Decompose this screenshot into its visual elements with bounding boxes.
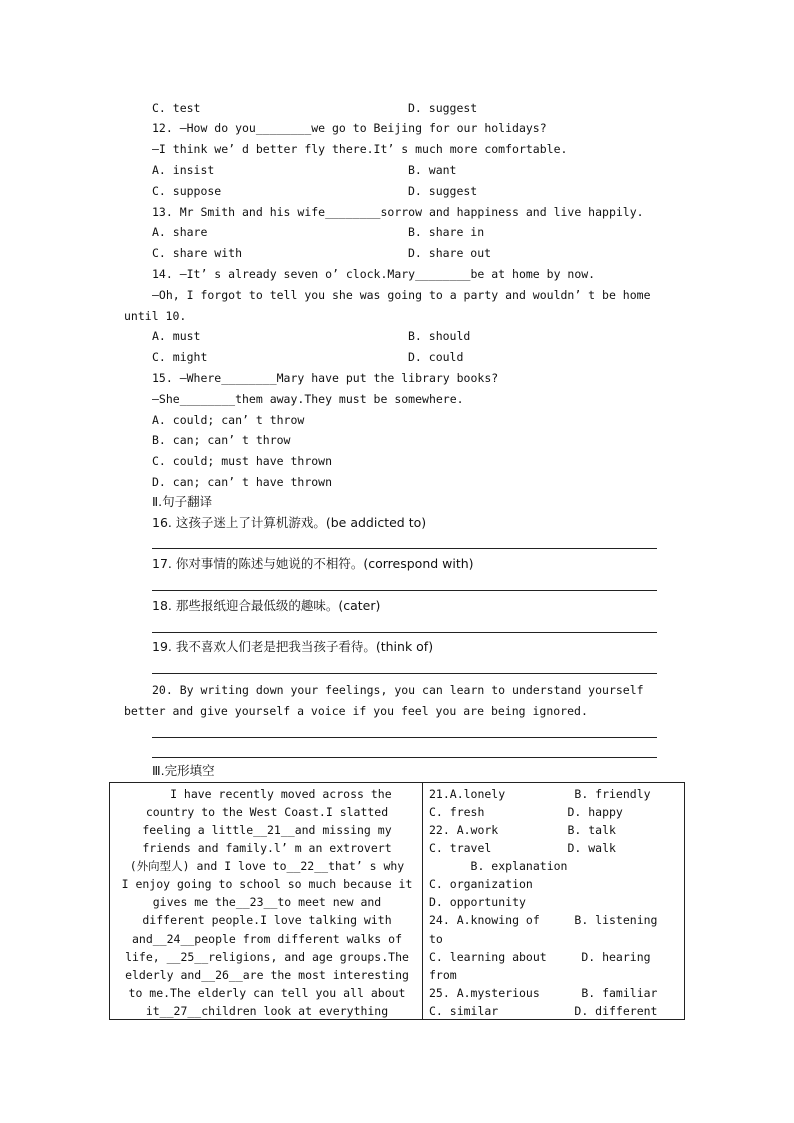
q15-reply: —She________them away.They must be somewhere.	[152, 392, 464, 406]
cloze-column-divider	[422, 783, 423, 1019]
option-line: from	[429, 968, 457, 982]
option-line: to	[429, 932, 443, 946]
passage-line: elderly and__26__are the most interesting	[125, 968, 409, 982]
passage-line: country to the West Coast.I slatted	[145, 805, 389, 819]
cloze-table	[109, 782, 685, 1020]
q14-option-b: B. should	[408, 329, 471, 343]
q19-answer-line[interactable]	[152, 673, 657, 674]
section3-title: Ⅲ.完形填空	[152, 763, 215, 778]
q20-prompt-cont: better and give yourself a voice if you feel you are being ignored.	[124, 704, 588, 718]
q14-reply-cont: until 10.	[124, 309, 187, 323]
passage-line: feeling a little__21__and missing my	[142, 823, 392, 837]
passage-line: life, __25__religions, and age groups.The	[125, 950, 409, 964]
option-line: B. explanation	[429, 859, 568, 873]
passage-line: friends and family.l’ m an extrovert	[142, 841, 392, 855]
option-line: 22. A.work B. talk	[429, 823, 616, 837]
option-line: 25. A.mysterious B. familiar	[429, 986, 658, 1000]
q14-reply: —Oh, I forgot to tell you she was going to a party and wouldn’ t be home	[152, 288, 651, 302]
q12-option-a: A. insist	[152, 163, 215, 177]
q14-stem: 14. —It’ s already seven o’ clock.Mary________be at home by now.	[152, 267, 596, 281]
q13-option-c: C. share with	[152, 246, 243, 260]
passage-line: (外向型人) and I love to__22__that’ s why	[129, 859, 405, 873]
option-line: D. opportunity	[429, 895, 526, 909]
q15-option-a: A. could; can’ t throw	[152, 413, 305, 427]
passage-line: it__27__children look at everything	[145, 1004, 389, 1018]
q14-option-a: A. must	[152, 329, 201, 343]
q15-option-d: D. can; can’ t have thrown	[152, 475, 333, 489]
option-line: C. organization	[429, 877, 533, 891]
q17-answer-line[interactable]	[152, 590, 657, 591]
option-line: 24. A.knowing of B. listening	[429, 913, 658, 927]
q18-answer-line[interactable]	[152, 632, 657, 633]
q12-option-b: B. want	[408, 163, 457, 177]
q11-option-d: D. suggest	[408, 101, 478, 115]
q13-option-b: B. share in	[408, 225, 485, 239]
section2-title: Ⅱ.句子翻译	[152, 494, 213, 509]
option-line: C. travel D. walk	[429, 841, 616, 855]
q15-option-c: C. could; must have thrown	[152, 454, 333, 468]
passage-line: I enjoy going to school so much because it	[121, 877, 413, 891]
q17-prompt: 17. 你对事情的陈述与她说的不相符。(correspond with)	[152, 556, 474, 571]
q20-answer-line-1[interactable]	[152, 737, 657, 738]
q13-option-a: A. share	[152, 225, 208, 239]
passage-line: to me.The elderly can tell you all about	[128, 986, 406, 1000]
q16-answer-line[interactable]	[152, 548, 657, 549]
q15-option-b: B. can; can’ t throw	[152, 433, 291, 447]
q13-option-d: D. share out	[408, 246, 492, 260]
q18-prompt: 18. 那些报纸迎合最低级的趣味。(cater)	[152, 598, 381, 613]
passage-line: gives me the__23__to meet new and	[152, 895, 382, 909]
q12-option-c: C. suppose	[152, 184, 222, 198]
q20-prompt: 20. By writing down your feelings, you can learn to understand yourself	[152, 683, 644, 697]
option-line: C. learning about D. hearing	[429, 950, 651, 964]
q11-option-c: C. test	[152, 101, 201, 115]
q12-stem: 12. —How do you________we go to Beijing for our holidays?	[152, 121, 547, 135]
option-line: C. fresh D. happy	[429, 805, 623, 819]
passage-line: and__24__people from different walks of	[131, 932, 403, 946]
q15-stem: 15. —Where________Mary have put the library books?	[152, 371, 499, 385]
q12-option-d: D. suggest	[408, 184, 478, 198]
passage-line: I have recently moved across the	[142, 787, 392, 801]
option-line: C. similar D. different	[429, 1004, 658, 1018]
q20-answer-line-2[interactable]	[152, 757, 657, 758]
q19-prompt: 19. 我不喜欢人们老是把我当孩子看待。(think of)	[152, 639, 434, 654]
passage-line: different people.I love talking with	[142, 913, 392, 927]
q16-prompt: 16. 这孩子迷上了计算机游戏。(be addicted to)	[152, 515, 427, 530]
q14-option-c: C. might	[152, 350, 208, 364]
q13-stem: 13. Mr Smith and his wife________sorrow and happiness and live happily.	[152, 205, 644, 219]
q12-reply: —I think we’ d better fly there.It’ s much more comfortable.	[152, 142, 568, 156]
q14-option-d: D. could	[408, 350, 464, 364]
option-line: 21.A.lonely B. friendly	[429, 787, 651, 801]
